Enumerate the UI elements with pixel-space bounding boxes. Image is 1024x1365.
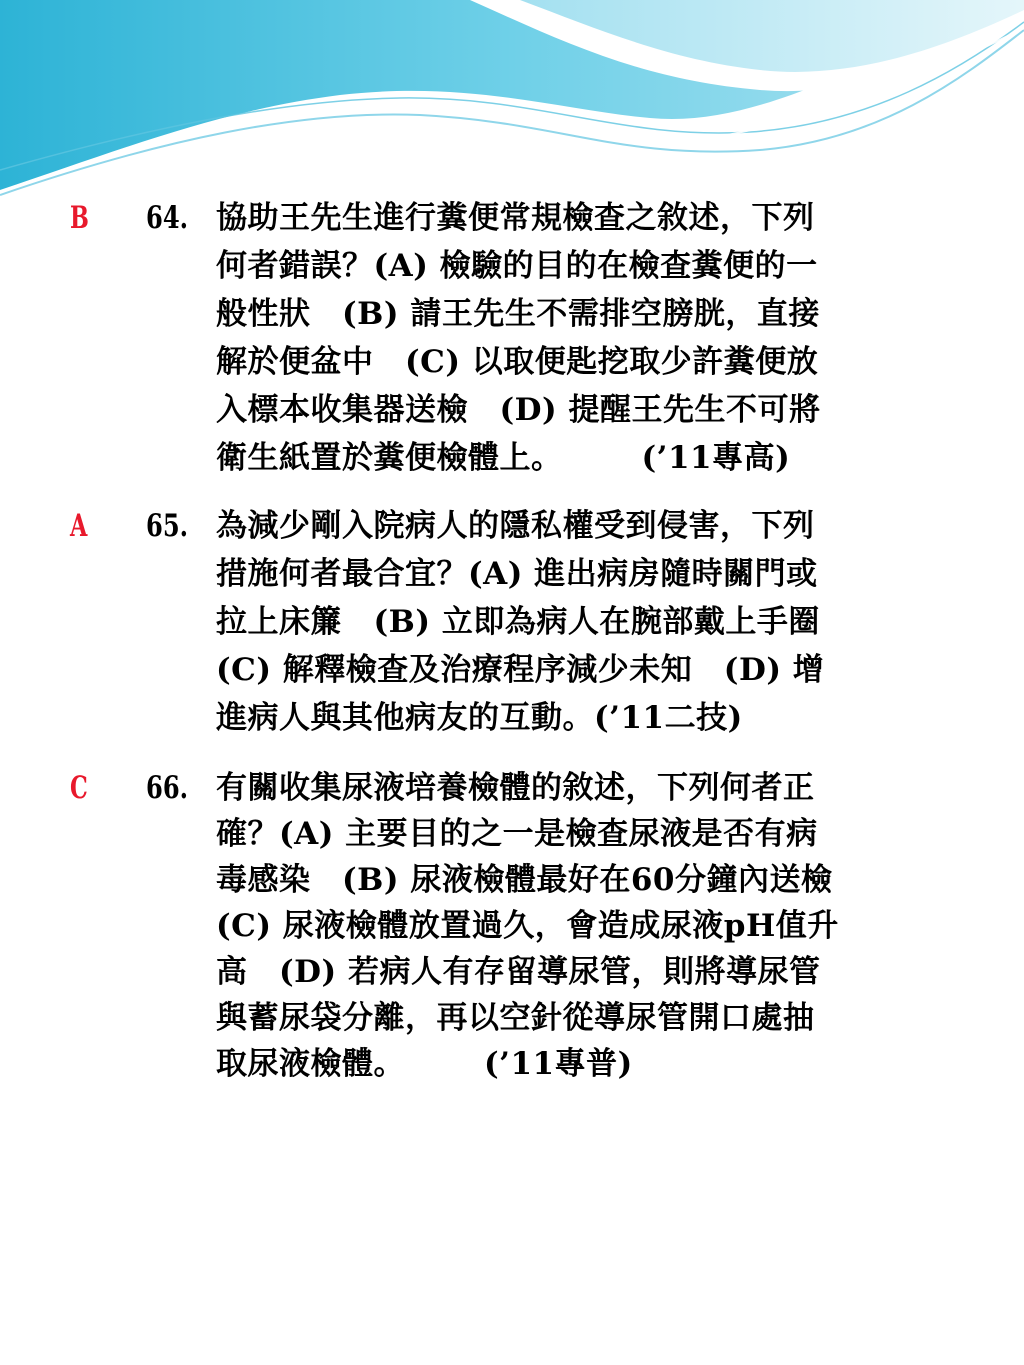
question-line: (C) 尿液檢體放置過久，會造成尿液pH值升 xyxy=(216,908,839,944)
question-line: 確？(A) 主要目的之一是檢查尿液是否有病 xyxy=(216,816,818,852)
answer-label: B xyxy=(70,200,89,236)
question-line: 毒感染 (B) 尿液檢體最好在60分鐘內送檢 xyxy=(216,862,833,898)
question-line: 拉上床簾 (B) 立即為病人在腕部戴上手圈 xyxy=(216,604,820,640)
question-line: 般性狀 (B) 請王先生不需排空膀胱，直接 xyxy=(216,296,820,332)
answer-label: C xyxy=(70,770,88,806)
question-line: 與蓄尿袋分離，再以空針從導尿管開口處抽 xyxy=(216,1000,815,1036)
question-line: 進病人與其他病友的互動。(’11二技) xyxy=(216,700,743,736)
question-line: 取尿液檢體。 (’11專普) xyxy=(216,1046,633,1082)
question-line: (C) 解釋檢查及治療程序減少未知 (D) 增 xyxy=(216,652,825,688)
question-line: 何者錯誤？(A) 檢驗的目的在檢查糞便的一 xyxy=(216,248,818,284)
question-number: 64. xyxy=(146,200,189,236)
question-line: 協助王先生進行糞便常規檢查之敘述，下列 xyxy=(216,200,815,236)
question-number: 65. xyxy=(146,508,189,544)
question-number: 66. xyxy=(146,770,189,806)
question-line: 為減少剛入院病人的隱私權受到侵害，下列 xyxy=(216,508,815,544)
question-line: 有關收集尿液培養檢體的敘述，下列何者正 xyxy=(216,770,815,806)
question-line: 高 (D) 若病人有存留導尿管，則將導尿管 xyxy=(216,954,821,990)
question-line: 衛生紙置於糞便檢體上。 (’11專高) xyxy=(216,440,791,476)
question-line: 入標本收集器送檢 (D) 提醒王先生不可將 xyxy=(216,392,821,428)
question-line: 解於便盆中 (C) 以取便匙挖取少許糞便放 xyxy=(216,344,819,380)
answer-label: A xyxy=(70,508,88,544)
question-line: 措施何者最合宜？(A) 進出病房隨時關門或 xyxy=(216,556,818,592)
header-wave-decoration xyxy=(0,0,1024,200)
